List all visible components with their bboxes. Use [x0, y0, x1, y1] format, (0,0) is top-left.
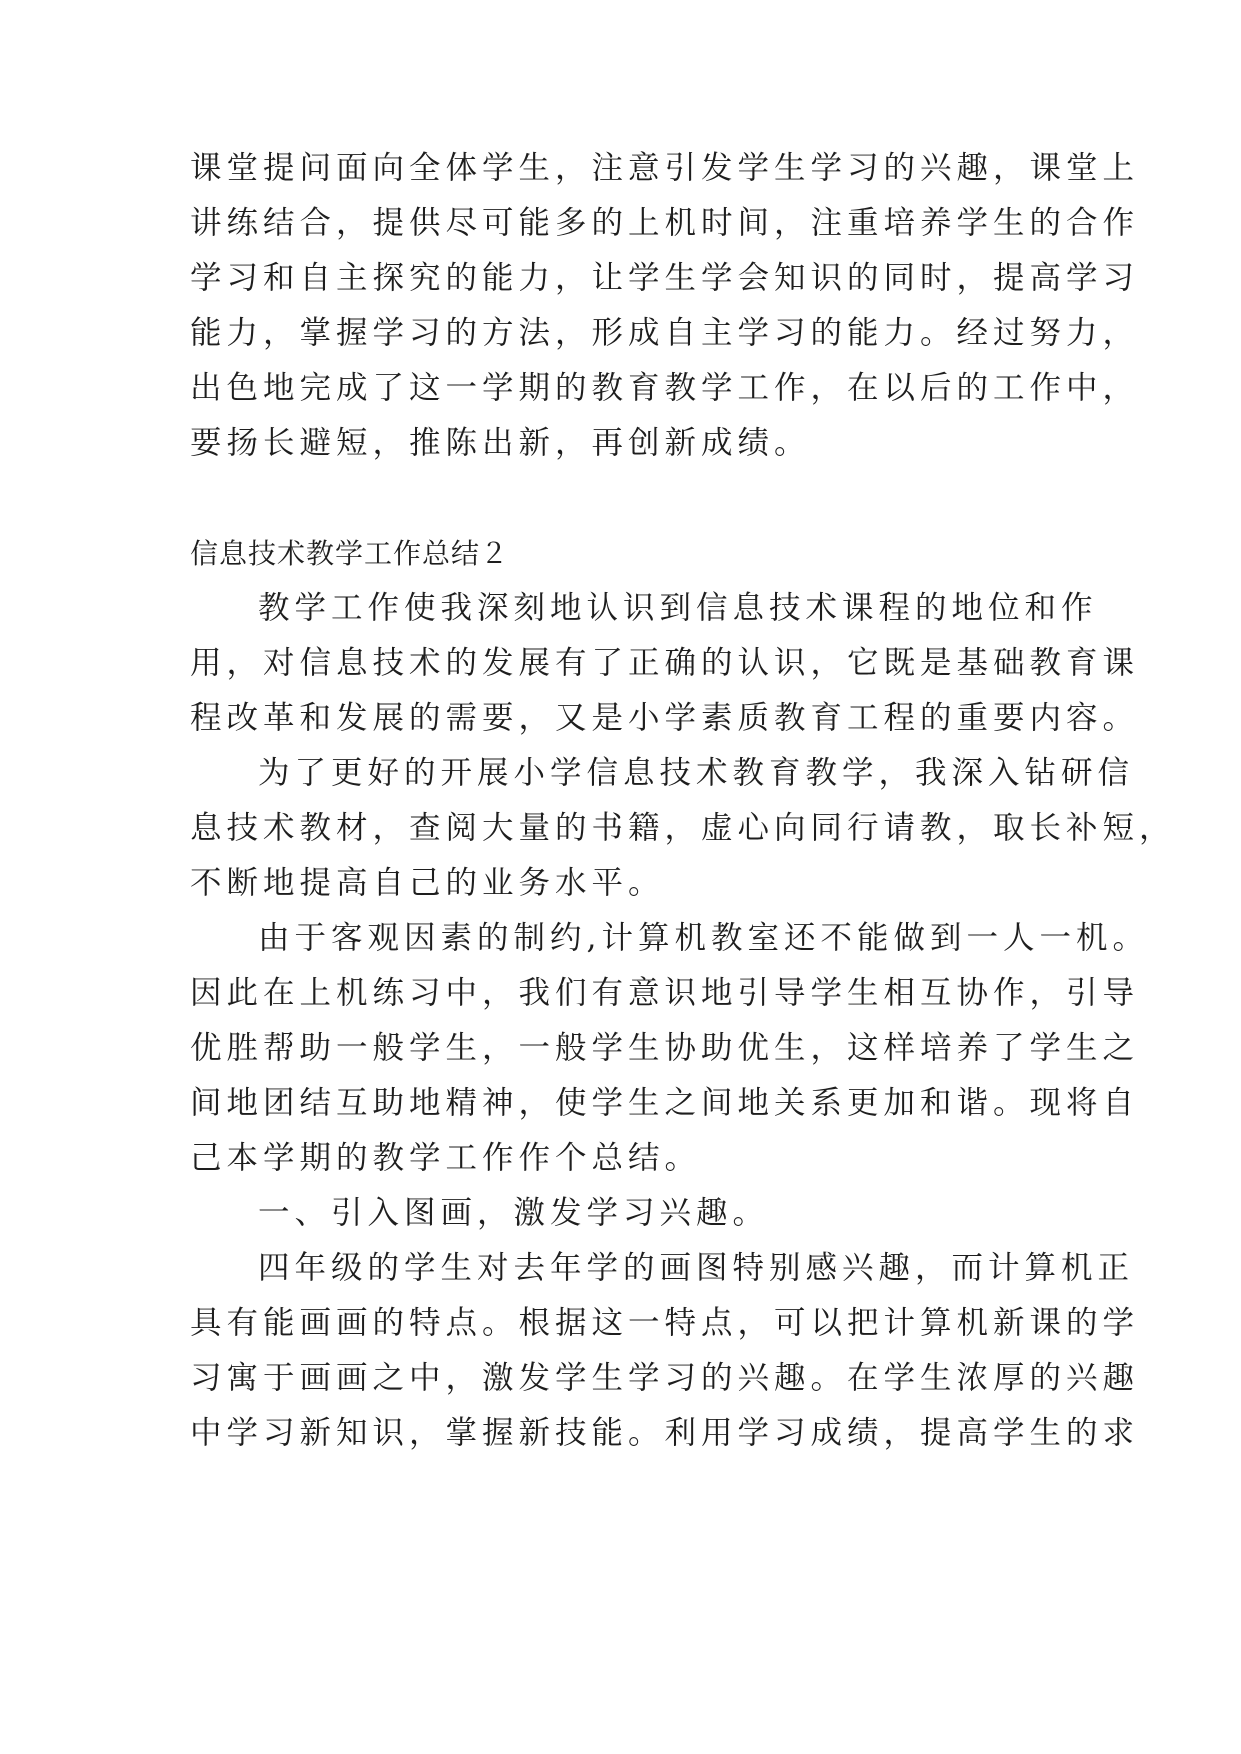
- paragraph-line: 因此在上机练习中，我们有意识地引导学生相互协作，引导: [190, 975, 1140, 1011]
- paragraph-line: 为了更好的开展小学信息技术教育教学，我深入钻研信: [258, 755, 1135, 791]
- paragraph-line: 习寓于画画之中，激发学生学习的兴趣。在学生浓厚的兴趣: [190, 1360, 1140, 1396]
- paragraph-line: 间地团结互助地精神，使学生之间地关系更加和谐。现将自: [190, 1085, 1140, 1121]
- paragraph-line: 用，对信息技术的发展有了正确的认识，它既是基础教育课: [190, 645, 1140, 681]
- paragraph-line: 学习和自主探究的能力，让学生学会知识的同时，提高学习: [190, 260, 1140, 296]
- paragraph-line: 中学习新知识，掌握新技能。利用学习成绩，提高学生的求: [190, 1415, 1140, 1451]
- paragraph-line: 不断地提高自己的业务水平。: [190, 865, 665, 901]
- paragraph-line: 要扬长避短，推陈出新，再创新成绩。: [190, 425, 811, 461]
- paragraph-line: 教学工作使我深刻地认识到信息技术课程的地位和作: [258, 590, 1098, 626]
- paragraph-line: 四年级的学生对去年学的画图特别感兴趣，而计算机正: [258, 1250, 1135, 1286]
- paragraph-line: 课堂提问面向全体学生，注意引发学生学习的兴趣，课堂上: [190, 150, 1140, 186]
- paragraph-line: 优胜帮助一般学生，一般学生协助优生，这样培养了学生之: [190, 1030, 1140, 1066]
- paragraph-line: 由于客观因素的制约,计算机教室还不能做到一人一机。: [258, 920, 1150, 956]
- paragraph-line: 具有能画画的特点。根据这一特点，可以把计算机新课的学: [190, 1305, 1140, 1341]
- paragraph-line: 己本学期的教学工作作个总结。: [190, 1140, 702, 1176]
- subsection-title: 一、引入图画，激发学习兴趣。: [258, 1195, 770, 1231]
- paragraph-line: 出色地完成了这一学期的教育教学工作，在以后的工作中，: [190, 370, 1140, 406]
- paragraph-line: 息技术教材，查阅大量的书籍，虚心向同行请教，取长补短，: [190, 810, 1176, 846]
- section-heading: 信息技术教学工作总结２: [190, 537, 510, 570]
- paragraph-line: 讲练结合，提供尽可能多的上机时间，注重培养学生的合作: [190, 205, 1140, 241]
- paragraph-line: 程改革和发展的需要，又是小学素质教育工程的重要内容。: [190, 700, 1140, 736]
- paragraph-line: 能力，掌握学习的方法，形成自主学习的能力。经过努力，: [190, 315, 1140, 351]
